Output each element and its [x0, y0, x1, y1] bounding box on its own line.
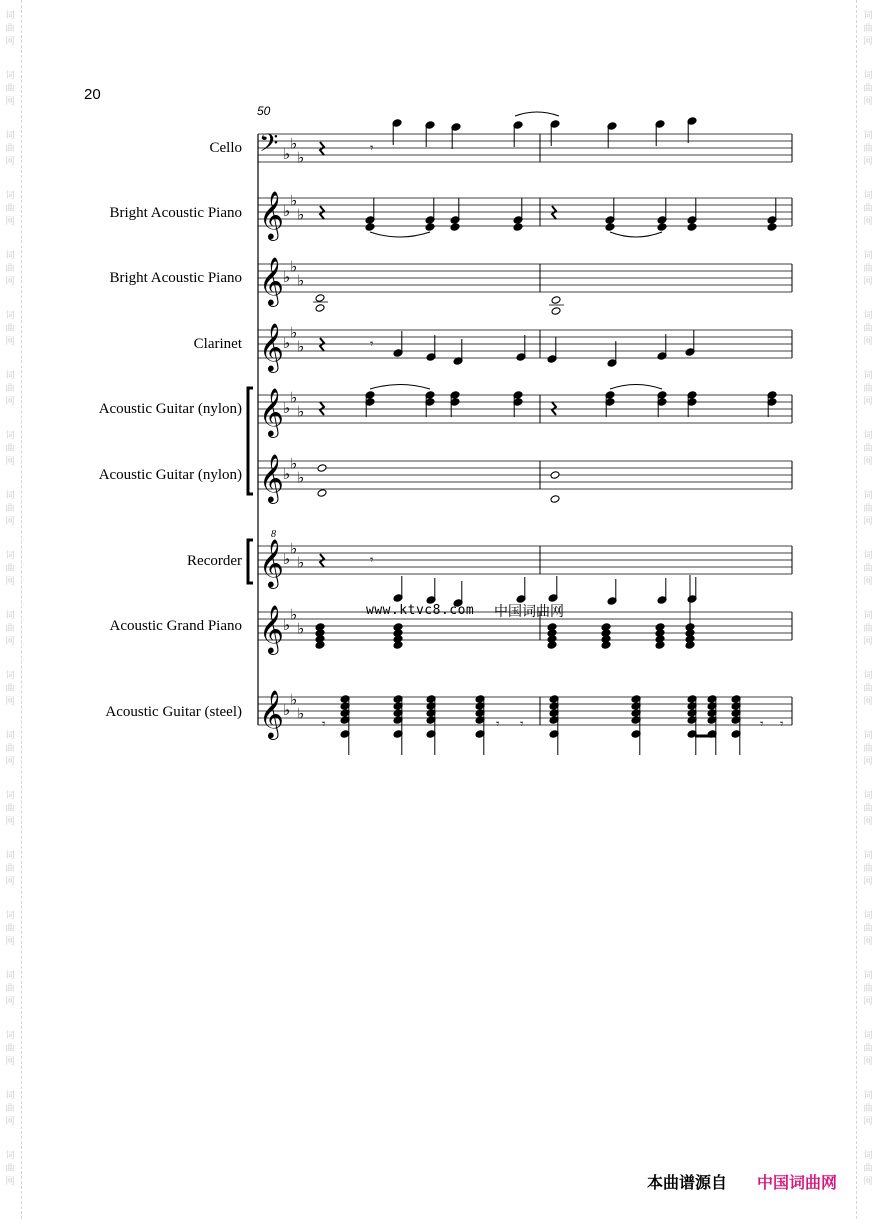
flat-icon: ♭ — [283, 334, 291, 352]
side-watermark-char: 曲 — [863, 24, 873, 34]
part-label-cello: Cello — [209, 140, 242, 156]
flat-icon: ♭ — [283, 465, 291, 483]
side-watermark-char: 词 — [5, 971, 15, 981]
side-watermark-char: 词 — [863, 731, 873, 741]
eighth-rest-icon: 𝄾 — [780, 717, 784, 732]
side-watermark-char: 词 — [863, 971, 873, 981]
side-watermark-char: 曲 — [5, 1044, 15, 1054]
note-head — [605, 223, 615, 232]
whole-note-head — [315, 294, 325, 303]
side-watermark-char: 词 — [863, 251, 873, 261]
side-watermark-char: 网 — [863, 97, 873, 107]
side-watermark-char: 网 — [863, 337, 873, 347]
side-watermark-char: 网 — [5, 37, 15, 47]
note-head — [767, 223, 777, 232]
flat-icon: ♭ — [283, 616, 291, 634]
tie — [610, 385, 662, 390]
side-watermark-char: 曲 — [5, 204, 15, 214]
quarter-rest-icon — [552, 402, 556, 415]
side-watermark-char: 网 — [863, 877, 873, 887]
side-watermark-char: 词 — [5, 131, 15, 141]
side-watermark-char: 曲 — [863, 324, 873, 334]
watermark-site-name: 中国词曲网 — [494, 604, 564, 620]
flat-icon: ♭ — [297, 619, 305, 638]
side-watermark-char: 词 — [863, 1091, 873, 1101]
side-watermark-char: 网 — [863, 1117, 873, 1127]
note-head — [657, 223, 667, 232]
side-watermark-char: 词 — [863, 551, 873, 561]
tie — [610, 232, 662, 237]
side-watermark-char: 网 — [863, 637, 873, 647]
side-watermark-char: 网 — [863, 217, 873, 227]
side-watermark-char: 网 — [863, 397, 873, 407]
quarter-rest-icon — [320, 142, 324, 155]
side-watermark-char: 网 — [863, 277, 873, 287]
side-watermark-char: 词 — [5, 191, 15, 201]
part-label-bright-piano-1: Bright Acoustic Piano — [109, 205, 242, 221]
treble-clef-icon: 𝄞 — [259, 256, 284, 305]
side-watermark-char: 曲 — [863, 924, 873, 934]
side-watermark-char: 词 — [863, 851, 873, 861]
eighth-rest-icon: 𝄾 — [322, 717, 326, 732]
side-watermark-char: 网 — [863, 157, 873, 167]
side-watermark-char: 曲 — [5, 84, 15, 94]
side-watermark-char: 词 — [5, 11, 15, 21]
side-watermark-char: 词 — [863, 371, 873, 381]
side-watermark-char: 曲 — [863, 84, 873, 94]
side-watermark-char: 网 — [863, 1057, 873, 1067]
side-watermark-char: 词 — [863, 311, 873, 321]
side-watermark-char: 词 — [863, 671, 873, 681]
side-watermark-char: 网 — [5, 637, 15, 647]
part-label-recorder: Recorder — [187, 553, 242, 569]
side-watermark-char: 网 — [863, 577, 873, 587]
side-watermark-char: 网 — [5, 457, 15, 467]
side-watermark-char: 曲 — [863, 624, 873, 634]
flat-icon: ♭ — [283, 202, 291, 220]
page-number: 20 — [84, 86, 101, 103]
whole-note-head — [317, 464, 327, 473]
flat-icon: ♭ — [290, 323, 298, 342]
note-head — [365, 223, 375, 232]
side-watermark-char: 曲 — [863, 564, 873, 574]
treble-clef-icon: 𝄞 — [259, 453, 284, 502]
side-watermark-char: 词 — [5, 1151, 15, 1161]
watermark-url: www.ktvc8.com — [366, 603, 475, 618]
side-watermark-char: 词 — [863, 131, 873, 141]
side-watermark-char: 词 — [5, 551, 15, 561]
flat-icon: ♭ — [290, 388, 298, 407]
note-head — [513, 223, 523, 232]
side-watermark-char: 网 — [5, 817, 15, 827]
side-watermark-char: 网 — [5, 1117, 15, 1127]
eighth-rest-icon: 𝄾 — [496, 717, 500, 732]
side-watermark-char: 词 — [863, 911, 873, 921]
side-watermark-char: 词 — [863, 1031, 873, 1041]
side-watermark-char: 网 — [5, 397, 15, 407]
flat-icon: ♭ — [290, 605, 298, 624]
flat-icon: ♭ — [290, 257, 298, 276]
side-watermark-char: 曲 — [5, 564, 15, 574]
side-watermark-char: 网 — [863, 457, 873, 467]
treble-clef-icon: 𝄞 — [259, 689, 284, 738]
part-label-steel-guitar: Acoustic Guitar (steel) — [105, 704, 242, 720]
eighth-rest-icon: 𝄾 — [370, 337, 374, 352]
flat-icon: ♭ — [283, 701, 291, 719]
side-watermark-char: 词 — [5, 1091, 15, 1101]
side-watermark-char: 词 — [863, 71, 873, 81]
side-watermark-char: 词 — [863, 11, 873, 21]
quarter-rest-icon — [552, 206, 556, 219]
note-head — [687, 223, 697, 232]
side-watermark-char: 曲 — [5, 1104, 15, 1114]
side-watermark-char: 曲 — [863, 864, 873, 874]
side-watermark-char: 网 — [5, 757, 15, 767]
whole-note-head — [317, 489, 327, 498]
side-watermark-char: 曲 — [5, 144, 15, 154]
flat-icon: ♭ — [297, 271, 305, 290]
treble-clef-icon: 𝄞 — [259, 604, 284, 653]
flat-icon: ♭ — [283, 550, 291, 568]
side-watermark-char: 曲 — [863, 1044, 873, 1054]
whole-note-head — [551, 307, 561, 316]
octave-mark: 8 — [271, 529, 276, 540]
side-watermark-char: 曲 — [5, 684, 15, 694]
side-watermark-char: 曲 — [863, 1164, 873, 1174]
treble-clef-icon: 𝄞 — [259, 190, 284, 239]
side-watermark-char: 词 — [863, 1151, 873, 1161]
note-head — [425, 223, 435, 232]
quarter-rest-icon — [320, 554, 324, 567]
side-watermark-char: 网 — [863, 817, 873, 827]
side-watermark-char: 网 — [863, 697, 873, 707]
tie — [515, 112, 559, 116]
part-label-grand-piano: Acoustic Grand Piano — [109, 618, 242, 634]
side-watermark-char: 词 — [5, 791, 15, 801]
flat-icon: ♭ — [290, 191, 298, 210]
flat-icon: ♭ — [297, 402, 305, 421]
eighth-rest-icon: 𝄾 — [760, 717, 764, 732]
side-watermark-char: 曲 — [5, 504, 15, 514]
side-watermark-char: 曲 — [5, 624, 15, 634]
side-watermark-char: 词 — [863, 431, 873, 441]
tie — [370, 385, 430, 390]
quarter-rest-icon — [320, 206, 324, 219]
side-watermark-char: 词 — [863, 191, 873, 201]
whole-note-head — [315, 304, 325, 313]
side-watermark-char: 曲 — [5, 264, 15, 274]
eighth-rest-icon: 𝄾 — [370, 553, 374, 568]
side-watermark-char: 词 — [5, 71, 15, 81]
side-watermark-char: 曲 — [863, 1104, 873, 1114]
note-head — [450, 223, 460, 232]
treble-clef-icon: 𝄞 — [259, 322, 284, 371]
treble-clef-icon: 𝄞 — [259, 538, 284, 587]
side-watermark-char: 曲 — [5, 1164, 15, 1174]
part-label-nylon-guitar-1: Acoustic Guitar (nylon) — [98, 401, 242, 417]
footer-brand-name: 中国词曲网 — [757, 1173, 838, 1192]
flat-icon: ♭ — [290, 690, 298, 709]
flat-icon: ♭ — [297, 205, 305, 224]
side-watermark-char: 词 — [863, 491, 873, 501]
side-watermark-char: 曲 — [863, 504, 873, 514]
side-watermark-char: 曲 — [863, 744, 873, 754]
side-watermark-char: 网 — [5, 97, 15, 107]
footer-source-label: 本曲谱源自 — [647, 1173, 728, 1192]
side-watermark-char: 词 — [5, 491, 15, 501]
part-label-nylon-guitar-2: Acoustic Guitar (nylon) — [98, 467, 242, 483]
flat-icon: ♭ — [283, 399, 291, 417]
side-watermark-char: 网 — [863, 997, 873, 1007]
side-watermark-char: 词 — [5, 671, 15, 681]
side-watermark-char: 词 — [5, 1031, 15, 1041]
whole-note-head — [550, 495, 560, 504]
flat-icon: ♭ — [297, 337, 305, 356]
side-watermark-char: 曲 — [5, 324, 15, 334]
side-watermark-char: 网 — [5, 277, 15, 287]
side-watermark-char: 词 — [863, 791, 873, 801]
side-watermark-char: 词 — [5, 611, 15, 621]
side-watermark-char: 曲 — [5, 924, 15, 934]
side-watermark-char: 词 — [5, 431, 15, 441]
guitar-bracket — [248, 388, 253, 494]
side-watermark-char: 词 — [5, 251, 15, 261]
flat-icon: ♭ — [297, 148, 305, 167]
whole-note-head — [550, 471, 560, 480]
side-watermark-char: 曲 — [5, 984, 15, 994]
side-watermark-char: 曲 — [863, 264, 873, 274]
side-watermark-char: 网 — [863, 517, 873, 527]
part-label-bright-piano-2: Bright Acoustic Piano — [109, 270, 242, 286]
side-watermark-char: 网 — [5, 1057, 15, 1067]
side-watermark-char: 曲 — [5, 384, 15, 394]
flat-icon: ♭ — [297, 704, 305, 723]
side-watermark-char: 网 — [863, 757, 873, 767]
tie — [370, 232, 430, 237]
side-watermark-char: 网 — [863, 1177, 873, 1187]
recorder-bracket — [248, 540, 253, 583]
side-watermark-char: 曲 — [5, 744, 15, 754]
side-watermark-char: 网 — [5, 697, 15, 707]
side-watermark-char: 曲 — [5, 864, 15, 874]
bass-clef-icon: 𝄢 — [259, 129, 279, 164]
side-watermark-char: 曲 — [863, 684, 873, 694]
side-watermark-char: 词 — [5, 851, 15, 861]
side-watermark-char: 曲 — [863, 804, 873, 814]
side-watermark-char: 网 — [5, 157, 15, 167]
quarter-rest-icon — [320, 338, 324, 351]
quarter-rest-icon — [320, 402, 324, 415]
whole-note-head — [551, 296, 561, 305]
flat-icon: ♭ — [283, 268, 291, 286]
side-watermark-char: 词 — [5, 911, 15, 921]
side-watermark-char: 词 — [863, 611, 873, 621]
side-watermark-char: 词 — [5, 371, 15, 381]
eighth-rest-icon: 𝄾 — [370, 141, 374, 156]
side-watermark-char: 曲 — [863, 984, 873, 994]
flat-icon: ♭ — [290, 539, 298, 558]
side-watermark-char: 网 — [5, 577, 15, 587]
side-watermark-char: 网 — [5, 517, 15, 527]
flat-icon: ♭ — [290, 134, 298, 153]
flat-icon: ♭ — [283, 145, 291, 163]
side-watermark-char: 网 — [863, 37, 873, 47]
side-watermark-char: 曲 — [863, 144, 873, 154]
side-watermark-char: 网 — [5, 937, 15, 947]
side-watermark-char: 词 — [5, 311, 15, 321]
side-watermark-char: 曲 — [5, 444, 15, 454]
eighth-rest-icon: 𝄾 — [520, 717, 524, 732]
side-watermark-char: 词 — [5, 731, 15, 741]
side-watermark-char: 网 — [5, 1177, 15, 1187]
side-watermark-char: 网 — [5, 337, 15, 347]
treble-clef-icon: 𝄞 — [259, 387, 284, 436]
flat-icon: ♭ — [297, 468, 305, 487]
side-watermark-char: 曲 — [5, 24, 15, 34]
side-watermark-char: 网 — [863, 937, 873, 947]
part-label-clarinet: Clarinet — [193, 336, 242, 352]
flat-icon: ♭ — [290, 454, 298, 473]
measure-number: 50 — [257, 104, 271, 118]
side-watermark-char: 曲 — [863, 444, 873, 454]
side-watermark-char: 网 — [5, 217, 15, 227]
side-watermark-char: 网 — [5, 997, 15, 1007]
side-watermark-char: 网 — [5, 877, 15, 887]
side-watermark-char: 曲 — [863, 204, 873, 214]
side-watermark-char: 曲 — [5, 804, 15, 814]
side-watermark-char: 曲 — [863, 384, 873, 394]
flat-icon: ♭ — [297, 553, 305, 572]
